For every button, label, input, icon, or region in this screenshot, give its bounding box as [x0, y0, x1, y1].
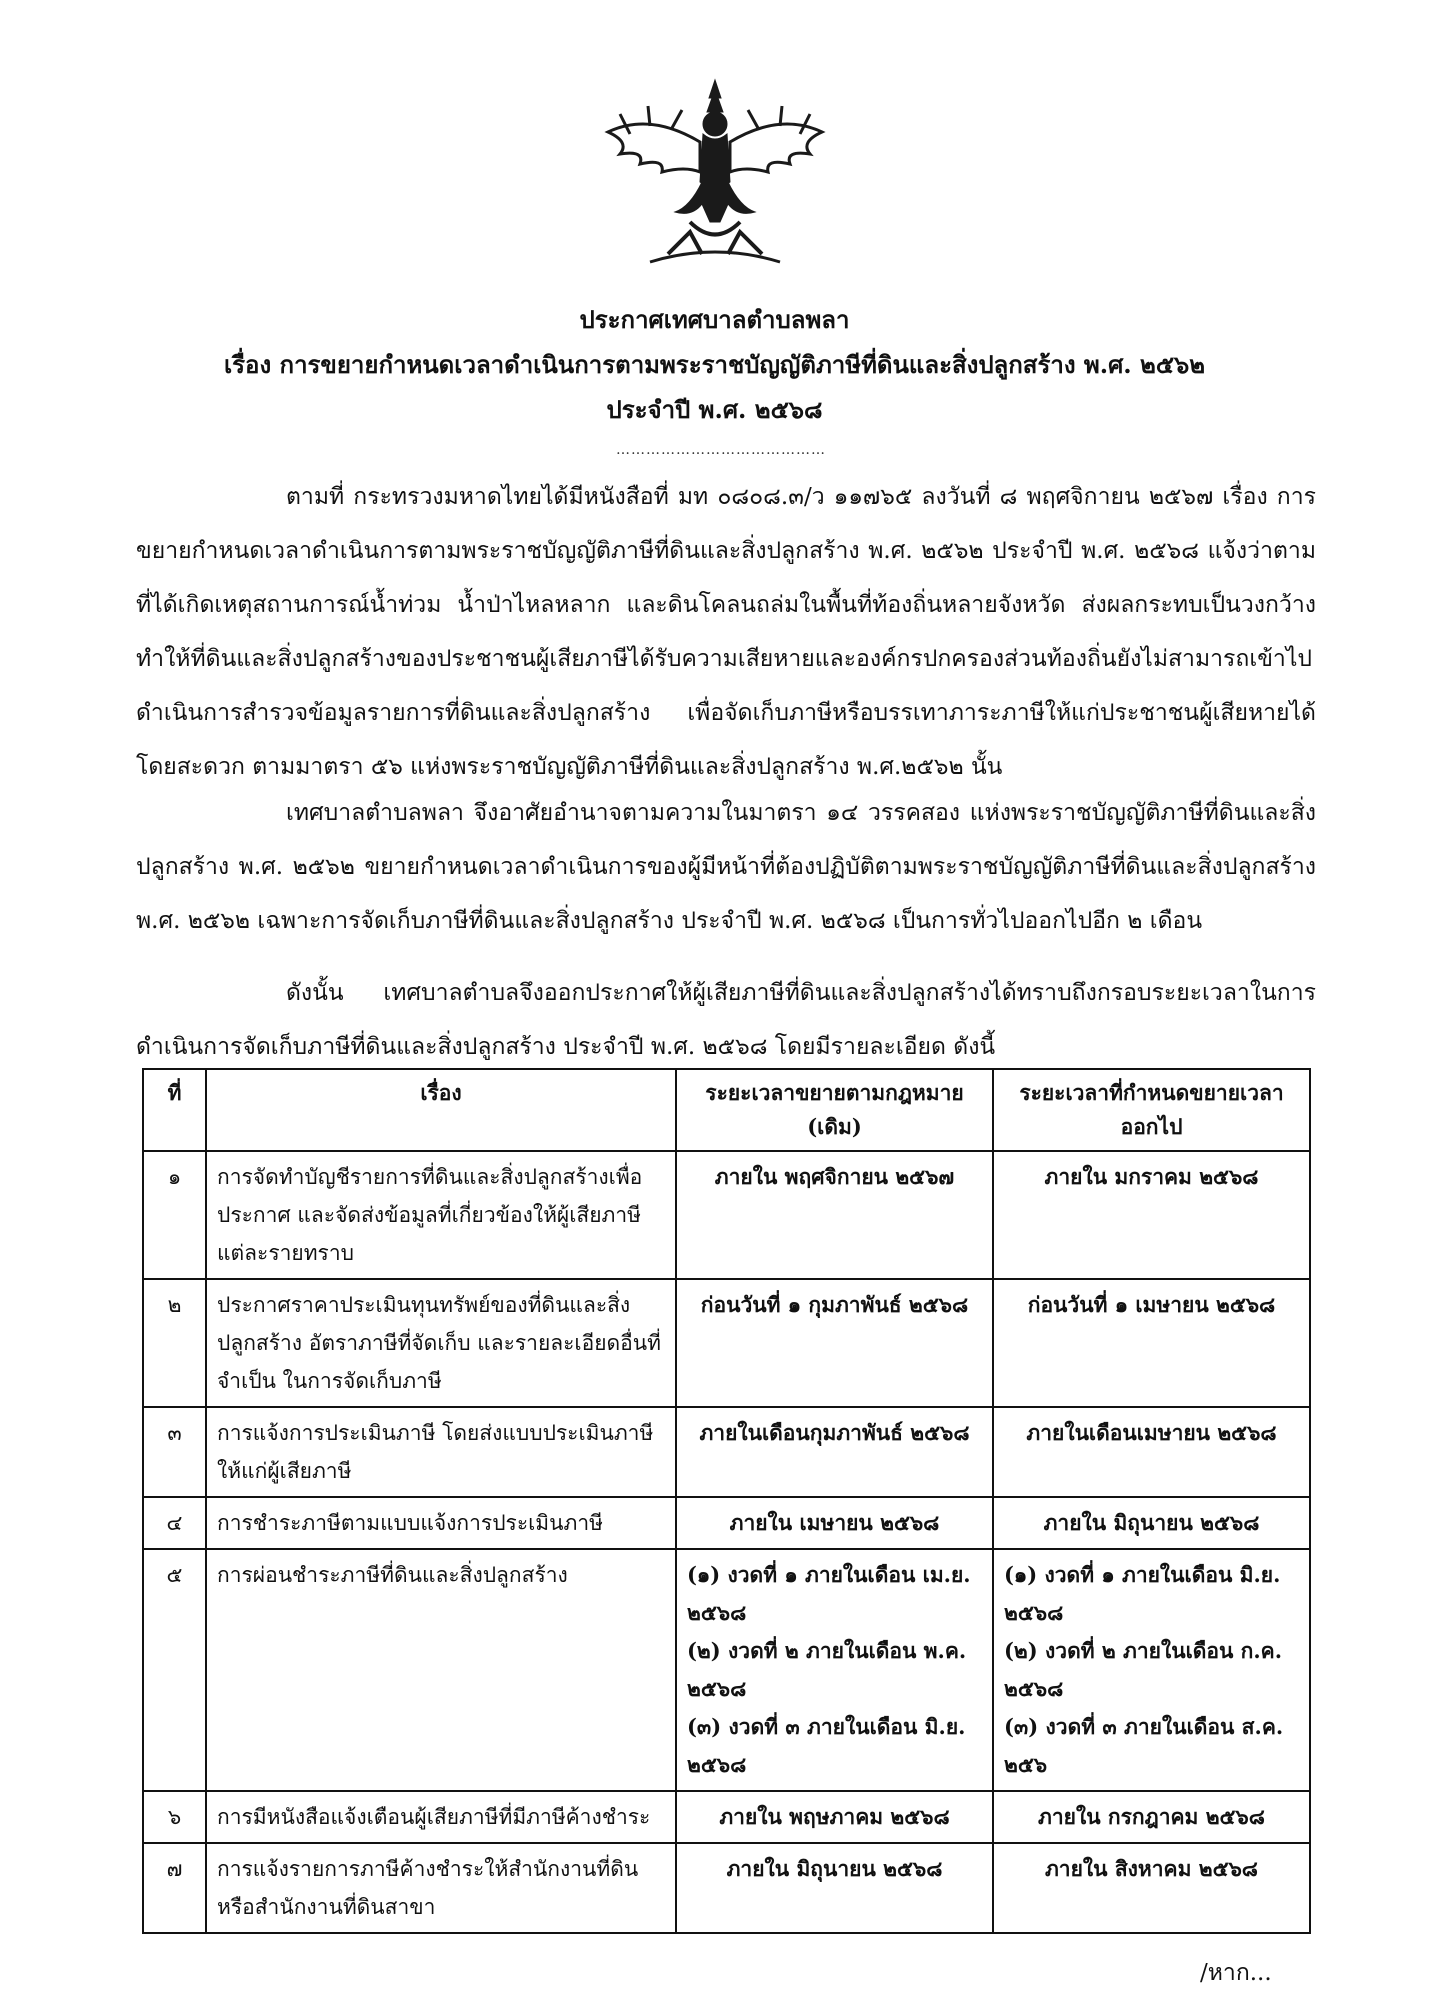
row-topic: การแจ้งรายการภาษีค้างชำระให้สำนักงานที่ดินหรือสำนักงานที่ดินสาขา — [206, 1843, 676, 1933]
row-topic: การผ่อนชำระภาษีที่ดินและสิ่งปลูกสร้าง — [206, 1549, 676, 1791]
header-original-deadline: ระยะเวลาขยายตามกฎหมาย (เดิม) — [676, 1069, 993, 1151]
row-original-deadline: ภายใน มิถุนายน ๒๕๖๘ — [676, 1843, 993, 1933]
row-number: ๗ — [143, 1843, 206, 1933]
row-original-deadline: ภายในเดือนกุมภาพันธ์ ๒๕๖๘ — [676, 1407, 993, 1497]
row-original-deadline: ก่อนวันที่ ๑ กุมภาพันธ์ ๒๕๖๘ — [676, 1279, 993, 1407]
row-topic: การชำระภาษีตามแบบแจ้งการประเมินภาษี — [206, 1497, 676, 1549]
installment-item: (๑) งวดที่ ๑ ภายในเดือน มิ.ย. ๒๕๖๘ — [1004, 1562, 1281, 1625]
table-row — [143, 1279, 1310, 1407]
paragraph-2 — [136, 786, 1316, 948]
paragraph-3 — [136, 966, 1316, 1074]
header-no: ที่ — [143, 1069, 206, 1151]
table-row — [143, 1407, 1310, 1497]
paragraph-1 — [136, 470, 1316, 794]
announcement-subject: เรื่อง การขยายกำหนดเวลาดำเนินการตามพระราชบัญญัติภาษีที่ดินและสิ่งปลูกสร้าง พ.ศ. ๒๕๖๒ — [223, 350, 1206, 379]
row-extended-deadline: ภายใน สิงหาคม ๒๕๖๘ — [993, 1843, 1310, 1933]
table-header-row — [143, 1069, 1310, 1151]
garuda-emblem-icon — [590, 72, 840, 272]
title-divider: …………………………………… — [616, 442, 826, 458]
paragraph-text: เทศบาลตำบลพลา จึงอาศัยอำนาจตามความในมาตรา ๑๔ วรรคสอง แห่งพระราชบัญญัติภาษีที่ดินและสิ่งปลูกสร้าง พ.ศ. ๒๕๖๒ ขยายกำหนดเวลาดำเนินการของผู้มีหน้าที่ต้องปฏิบัติตามพระราชบัญญัติภาษีที่ดินและสิ่งปลูกสร้าง พ.ศ. ๒๕๖๒ เฉพาะการจัดเก็บภาษีที่ดินและสิ่งปลูกสร้าง ประจำปี พ.ศ. ๒๕๖๘ เป็นการทั่วไปออกไปอีก ๒ เดือน — [136, 800, 1316, 934]
row-topic: การแจ้งการประเมินภาษี โดยส่งแบบประเมินภาษีให้แก่ผู้เสียภาษี — [206, 1407, 676, 1497]
table-row — [143, 1791, 1310, 1843]
continued-marker: /หาก... — [1200, 1960, 1272, 1986]
table-row — [143, 1843, 1310, 1933]
row-number: ๕ — [143, 1549, 206, 1791]
row-number: ๖ — [143, 1791, 206, 1843]
row-extended-deadline: ภายใน มิถุนายน ๒๕๖๘ — [993, 1497, 1310, 1549]
row-topic: การจัดทำบัญชีรายการที่ดินและสิ่งปลูกสร้างเพื่อประกาศ และจัดส่งข้อมูลที่เกี่ยวข้องให้ผู้เสียภาษีแต่ละรายทราบ — [206, 1151, 676, 1279]
row-extended-installments — [993, 1549, 1310, 1791]
schedule-table — [142, 1068, 1311, 1934]
row-number: ๒ — [143, 1279, 206, 1407]
installment-item: (๑) งวดที่ ๑ ภายในเดือน เม.ย. ๒๕๖๘ — [687, 1562, 971, 1625]
row-number: ๓ — [143, 1407, 206, 1497]
row-original-deadline: ภายใน พฤศจิกายน ๒๕๖๗ — [676, 1151, 993, 1279]
row-original-installments — [676, 1549, 993, 1791]
row-extended-deadline: ภายใน กรกฎาคม ๒๕๖๘ — [993, 1791, 1310, 1843]
header-extended-deadline: ระยะเวลาที่กำหนดขยายเวลาออกไป — [993, 1069, 1310, 1151]
row-topic: การมีหนังสือแจ้งเตือนผู้เสียภาษีที่มีภาษีค้างชำระ — [206, 1791, 676, 1843]
table-row — [143, 1497, 1310, 1549]
announcement-title: ประกาศเทศบาลตำบลพลา — [579, 305, 850, 334]
installment-item: (๓) งวดที่ ๓ ภายในเดือน มิ.ย. ๒๕๖๘ — [687, 1714, 966, 1777]
row-extended-deadline: ก่อนวันที่ ๑ เมษายน ๒๕๖๘ — [993, 1279, 1310, 1407]
row-number: ๑ — [143, 1151, 206, 1279]
announcement-year: ประจำปี พ.ศ. ๒๕๖๘ — [606, 395, 823, 424]
table-row — [143, 1151, 1310, 1279]
table-row — [143, 1549, 1310, 1791]
installment-item: (๒) งวดที่ ๒ ภายในเดือน ก.ค. ๒๕๖๘ — [1004, 1638, 1283, 1701]
row-original-deadline: ภายใน พฤษภาคม ๒๕๖๘ — [676, 1791, 993, 1843]
installment-item: (๓) งวดที่ ๓ ภายในเดือน ส.ค. ๒๕๖ — [1004, 1714, 1284, 1777]
row-extended-deadline: ภายใน มกราคม ๒๕๖๘ — [993, 1151, 1310, 1279]
row-topic: ประกาศราคาประเมินทุนทรัพย์ของที่ดินและสิ่งปลูกสร้าง อัตราภาษีที่จัดเก็บ และรายละเอียดอื่นที่จำเป็น ในการจัดเก็บภาษี — [206, 1279, 676, 1407]
row-original-deadline: ภายใน เมษายน ๒๕๖๘ — [676, 1497, 993, 1549]
installment-item: (๒) งวดที่ ๒ ภายในเดือน พ.ค. ๒๕๖๘ — [687, 1638, 967, 1701]
paragraph-text: ดังนั้น เทศบาลตำบลจึงออกประกาศให้ผู้เสียภาษีที่ดินและสิ่งปลูกสร้างได้ทราบถึงกรอบระยะเวลาในการดำเนินการจัดเก็บภาษีที่ดินและสิ่งปลูกสร้าง ประจำปี พ.ศ. ๒๕๖๘ โดยมีรายละเอียด ดังนี้ — [136, 980, 1316, 1060]
row-extended-deadline: ภายในเดือนเมษายน ๒๕๖๘ — [993, 1407, 1310, 1497]
header-topic: เรื่อง — [206, 1069, 676, 1151]
paragraph-text: ตามที่ กระทรวงมหาดไทยได้มีหนังสือที่ มท ๐๘๐๘.๓/ว ๑๑๗๖๕ ลงวันที่ ๘ พฤศจิกายน ๒๕๖๗ เรื่อง การขยายกำหนดเวลาดำเนินการตามพระราชบัญญัติภาษีที่ดินและสิ่งปลูกสร้าง พ.ศ. ๒๕๖๒ ประจำปี พ.ศ. ๒๕๖๘ แจ้งว่าตามที่ได้เกิดเหตุสถานการณ์น้ำท่วม น้ำป่าไหลหลาก และดินโคลนถล่มในพื้นที่ท้องถิ่นหลายจังหวัด ส่งผลกระทบเป็นวงกว้างทำให้ที่ดินและสิ่งปลูกสร้างของประชาชนผู้เสียภาษีได้รับความเสียหายและองค์กรปกครองส่วนท้องถิ่นยังไม่สามารถเข้าไปดำเนินการสำรวจข้อมูลรายการที่ดินและสิ่งปลูกสร้าง เพื่อจัดเก็บภาษีหรือบรรเทาภาระภาษีให้แก่ประชาชนผู้เสียหายได้โดยสะดวก ตามมาตรา ๕๖ แห่งพระราชบัญญัติภาษีที่ดินและสิ่งปลูกสร้าง พ.ศ.๒๕๖๒ นั้น — [136, 484, 1316, 780]
row-number: ๔ — [143, 1497, 206, 1549]
